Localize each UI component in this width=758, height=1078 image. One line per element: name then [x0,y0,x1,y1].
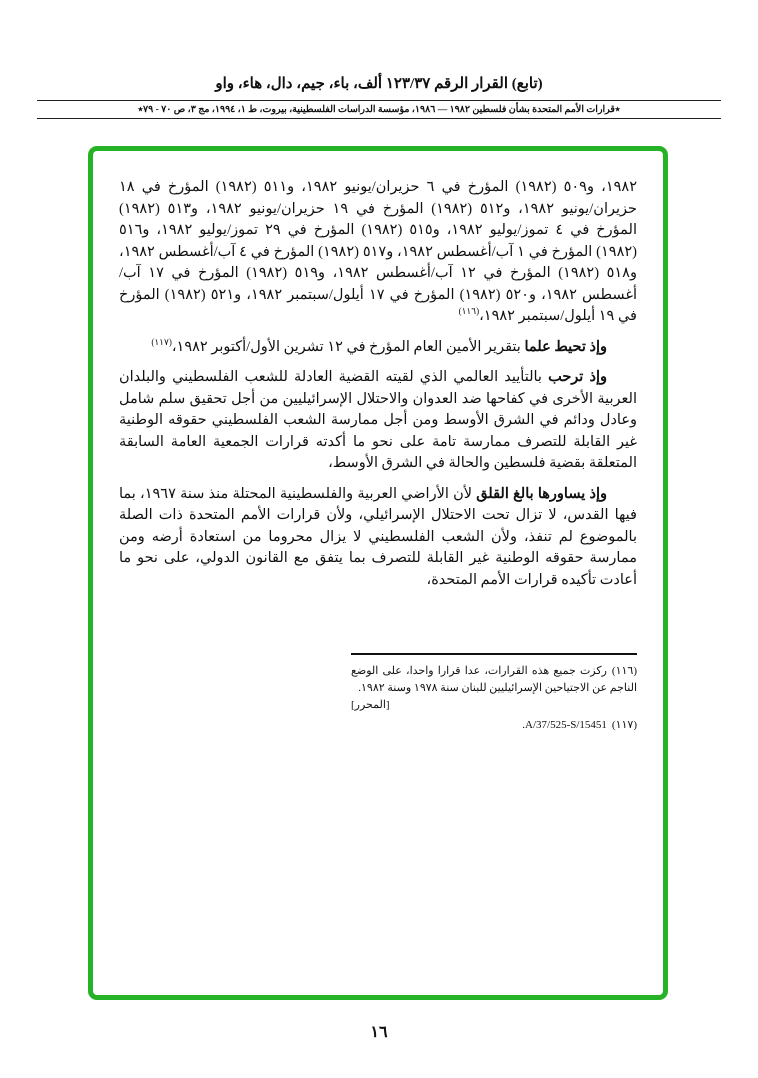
footnotes-section [93,653,663,734]
footnote-marker: (١١٦) [611,665,637,677]
paragraph-resolutions-list [119,177,637,328]
paragraph-text: ١٩٨٢، و٥٠٩ (١٩٨٢) المؤرخ في ٦ حزيران/يونيو ١٩٨٢، و٥١١ (١٩٨٢) المؤرخ في ١٨ حزيران/يونيو ١٩٨٢، و٥١٢ (١٩٨٢) المؤرخ في ١٩ حزيران/يونيو ١٩٨٢، و٥١٣ (١٩٨٢) المؤرخ في ٤ تموز/يوليو ١٩٨٢، و٥١٥ (١٩٨٢) المؤرخ في ٢٩ تموز/يوليو ١٩٨٢، و٥١٦ (١٩٨٢) المؤرخ في ١ آب/أغسطس ١٩٨٢، و٥١٧ (١٩٨٢) المؤرخ في ٤ آب/أغسطس ١٩٨٢، و٥١٨ (١٩٨٢) المؤرخ في ١٢ آب/أغسطس ١٩٨٢، و٥١٩ (١٩٨٢) المؤرخ في ١٧ آب/أغسطس ١٩٨٢، و٥٢٠ (١٩٨٢) المؤرخ في ١٧ أيلول/سبتمبر ١٩٨٢، و٥٢١ (١٩٨٢) المؤرخ في ١٩ أيلول/سبتمبر ١٩٨٢، [119,179,637,324]
page-number: ١٦ [370,1024,388,1041]
footnote-text: A/37/525-S/15451. [522,719,607,731]
paragraph-deep-concern [119,484,637,592]
resolution-text [93,151,663,591]
document-title: (تابع) القرار الرقم ١٢٣/٣٧ ألف، باء، جيم، دال، هاء، واو [215,76,543,92]
paragraph-welcoming [119,367,637,475]
paragraph-text: لأن الأراضي العربية والفلسطينية المحتلة منذ سنة ١٩٦٧، بما فيها القدس، لا تزال تحت الاحتلال الإسرائيلي، ولأن قرارات الأمم المتحدة ذات الصلة بالموضوع لم تنفذ، ولأن الشعب الفلسطيني لا يزال محروما من استعادة أرضه ومن ممارسة حقوقه الوطنية غير القابلة للتصرف بما يتفق مع القانون الدولي، على نحو ما أعادت تأكيده قرارات الأمم المتحدة، [119,485,637,588]
footnote-text: ركزت جميع هذه القرارات، عدا قرارا واحدا، على الوضع الناجم عن الاجتياحين الإسرائيليين للبنان سنة ١٩٧٨ وسنة ١٩٨٢. [351,665,637,694]
paragraph-text: بالتأييد العالمي الذي لقيته القضية العادلة للشعب الفلسطيني والبلدان العربية الأخرى في كفاحها ضد العدوان والاحتلال الإسرائيليين من أجل تحقيق سلم شامل وعادل ودائم في الشرق الأوسط ومن أجل ممارسة الشعب الفلسطيني حقوقه الوطنية غير القابلة للتصرف ممارسة تامة على نحو ما أكدته قرارات الجمعية العامة السابقة المتعلقة بقضية فلسطين والحالة في الشرق الأوسط، [119,369,637,471]
footnote-117 [351,717,637,734]
source-citation: ٭قرارات الأمم المتحدة بشأن فلسطين ١٩٨٢ — ١٩٨٦، مؤسسة الدراسات الفلسطينية، بيروت، ط ١، ١٩٩٤، مج ٣، ص ٧٠ - ٧٩٭ [37,100,721,119]
footnote-ref-117: (١١٧) [151,336,172,347]
footnote-marker: (١١٧) [611,719,637,731]
footnote-ref-116: (١١٦) [458,306,480,317]
footnote-116 [351,663,637,714]
paragraph-text: بتقرير الأمين العام المؤرخ في ١٢ تشرين الأول/أكتوبر ١٩٨٢، [171,338,525,355]
paragraph-lead: وإذ ترحب [548,369,607,385]
paragraph-lead: وإذ يساورها بالغ القلق [476,485,607,502]
footnote-editor-note: [المحرر] [351,699,390,711]
page-header [0,74,758,119]
paragraph-taking-note [119,337,637,359]
paragraph-lead: وإذ تحيط علما [524,338,607,355]
content-frame [88,146,668,1000]
footnote-separator [351,653,637,655]
